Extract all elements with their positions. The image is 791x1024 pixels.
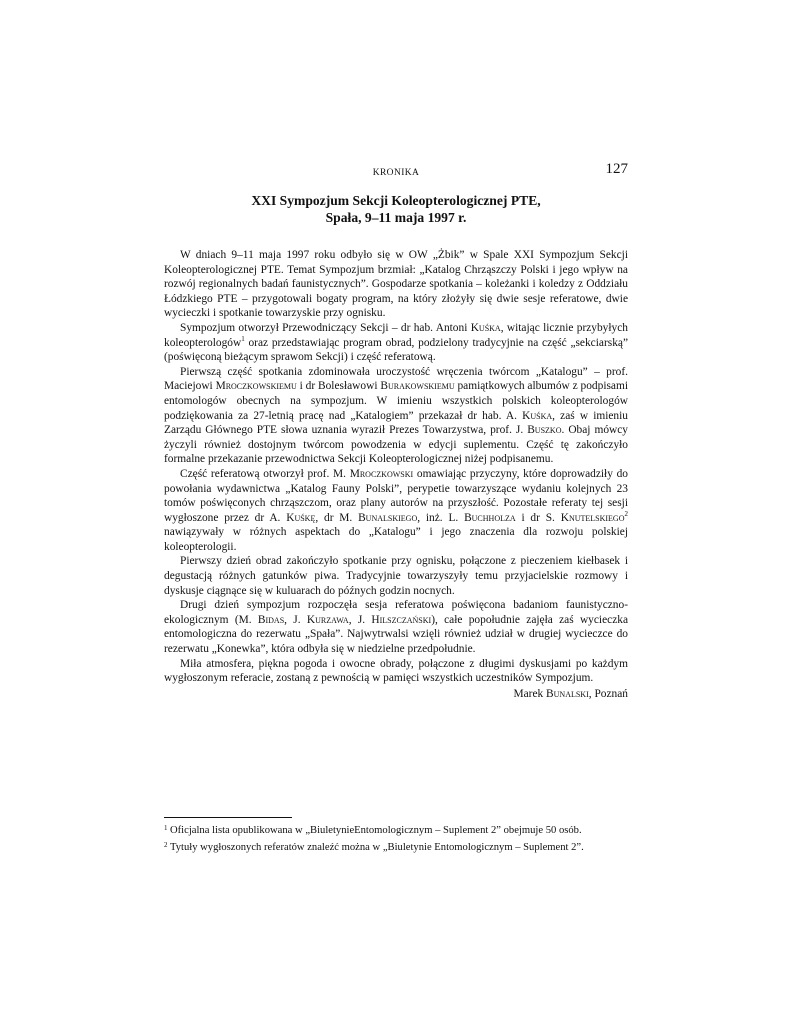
paragraph-6: [164, 598, 628, 656]
p6-text-a: Drugi dzień sympozjum rozpoczęła sesja referatowa poświęcona badaniom faunistyczno-ekologicznym (M.: [164, 599, 628, 626]
author-first-name: Marek: [513, 687, 547, 700]
paragraph-5: Pierwszy dzień obrad zakończyło spotkanie przy ognisku, połączone z pieczeniem kiełbasek i degustacją różnych gatunków piwa. Tradycyjnie towarzyszyły temu przyjacielskie rozmowy i dyskusje ciągnące się w kuluarach do późnych godzin nocnych.: [164, 555, 628, 597]
p4-text-a: Część referatową otworzył prof. M.: [180, 467, 350, 480]
footnote-text: Tytuły wygłoszonych referatów znaleźć można w „Biuletynie Entomologicznym – Suplement 2”.: [170, 842, 584, 854]
p2-text-c: oraz przedstawiając program obrad, podzielony tradycyjnie na część „sekciarską” (poświęconą bieżącym sprawom Sekcji) i część referatową.: [164, 336, 628, 364]
paragraph-1: W dniach 9–11 maja 1997 roku odbyło się w OW „Żbik” w Spale XXI Sympozjum Sekcji Koleopterologicznej PTE. Temat Sympozjum brzmiał: „Katalog Chrząszczy Polski i jego wpływ na rozwój regionalnych badań faunistycznych”. Gospodarze spotkania – koleżanki i koledzy z Oddziału Łódzkiego PTE – przygotowali bogaty program, na który złożyły się dwie sesje referatowe, dwie wycieczki i spotkanie towarzyskie przy ognisku.: [164, 249, 628, 320]
article-title: [164, 192, 628, 226]
title-line-1: XXI Sympozjum Sekcji Koleopterologicznej PTE,: [251, 193, 541, 208]
person-name: Kuśka: [522, 409, 553, 422]
paragraph-4: [164, 467, 628, 555]
person-name: Burakowskiemu: [380, 380, 455, 393]
p4-text-b: omawiając przyczyny, które doprowadziły do powołania wydawnictwa „Katalog Fauny Polski”, perypetie towarzyszące wydaniu kolejnych 23 tomów poświęconych chrząszczom, oraz plany autorów na przyszłość. Pozostałe referaty tej sesji wygłoszone przez dr A.: [164, 467, 628, 524]
p4-text-d: , inż. L.: [417, 511, 465, 524]
p3-text-a: Pierwszą część spotkania zdominowała uroczystość wręczenia twórcom „Katalogu” – prof. Maciejowi: [164, 365, 628, 393]
author-place: , Poznań: [588, 687, 628, 700]
article-body: [164, 248, 628, 686]
person-name: Bunalskiego: [358, 511, 418, 524]
person-name: Kurzawa: [306, 613, 349, 626]
p2-text-a: Sympozjum otworzył Przewodniczący Sekcji – dr hab. Antoni: [180, 321, 471, 334]
author-signature: [164, 687, 628, 702]
person-name: Hilszczański: [371, 613, 432, 626]
p4-text-c: , dr M.: [315, 511, 359, 524]
person-name: Buchholza: [464, 511, 516, 524]
footnote-2: [164, 841, 628, 854]
paragraph-7: Miła atmosfera, piękna pogoda i owocne obrady, połączone z długimi dyskusjami po każdym wygłoszonym referacie, zostaną z pewnością w pamięci wszystkich uczestników Sympozjum.: [164, 657, 628, 685]
p6-text-b: , J.: [284, 613, 307, 626]
footnote-mark: 2: [164, 841, 168, 850]
footnote-ref-2: 2: [624, 509, 628, 518]
article-page: [164, 158, 628, 701]
footnote-divider: [164, 817, 292, 818]
person-name: Mroczkowski: [349, 467, 414, 480]
page-number: 127: [605, 161, 628, 177]
p4-text-e: i dr S.: [515, 511, 561, 524]
footnotes: [164, 824, 628, 858]
person-name: Bidas: [257, 613, 285, 626]
footnote-text: Oficjalna lista opublikowana w „BiuletynieEntomologicznym – Suplement 2” obejmuje 50 osób.: [170, 825, 582, 836]
person-name: Mroczkowskiemu: [215, 380, 297, 393]
p4-text-f: nawiązywały w różnych aspektach do „Katalogu” i jego znaczenia dla rozwoju polskiej koleopterologii.: [164, 526, 628, 553]
running-head: KRONIKA: [372, 168, 420, 178]
paragraph-3: [164, 365, 628, 467]
person-name: Knutelskiego: [560, 511, 625, 524]
page-header: [164, 158, 628, 182]
person-name: Buszko: [527, 424, 562, 437]
p3-text-e: . Obaj mówcy życzyli również dostojnym twórcom powodzenia w edycji suplementu. Część tę zakończyło formalne przekazanie przewodnictwa Sekcji Koleopterologicznej niżej podpisanemu.: [164, 424, 628, 466]
person-name: Kuśka: [470, 321, 501, 334]
p6-text-d: ), całe popołudnie zajęła zaś wycieczka entomologiczna do rezerwatu „Spała”. Najwytrwalsi wzięli również udział w drugiej wycieczce do rezerwatu „Konewka”, która odbyła się w niedzielne przedpołudnie.: [164, 613, 629, 656]
author-surname: Bunalski: [546, 687, 589, 700]
person-name: Kuśkę: [286, 511, 316, 524]
title-line-2: Spała, 9–11 maja 1997 r.: [325, 210, 467, 225]
p3-text-b: i dr Bolesławowi: [296, 380, 381, 393]
paragraph-2: [164, 321, 628, 365]
p3-text-d: , zaś w imieniu Zarządu Głównego PTE słowa uznania wyraził Prezes Towarzystwa, prof. J.: [164, 409, 628, 437]
p2-text-b: , witając licznie przybyłych koleopterologów: [164, 321, 628, 349]
footnote-1: [164, 824, 628, 837]
p3-text-c: pamiątkowych albumów z podpisami entomologów obecnych na sympozjum. W imieniu wszystkich polskich koleopterologów podziękowania za 27-letnią pracę nad „Katalogiem” przekazał dr hab. A.: [164, 380, 628, 422]
footnote-ref-1: 1: [241, 334, 245, 343]
p6-text-c: , J.: [348, 613, 372, 626]
footnote-mark: 1: [164, 824, 168, 832]
